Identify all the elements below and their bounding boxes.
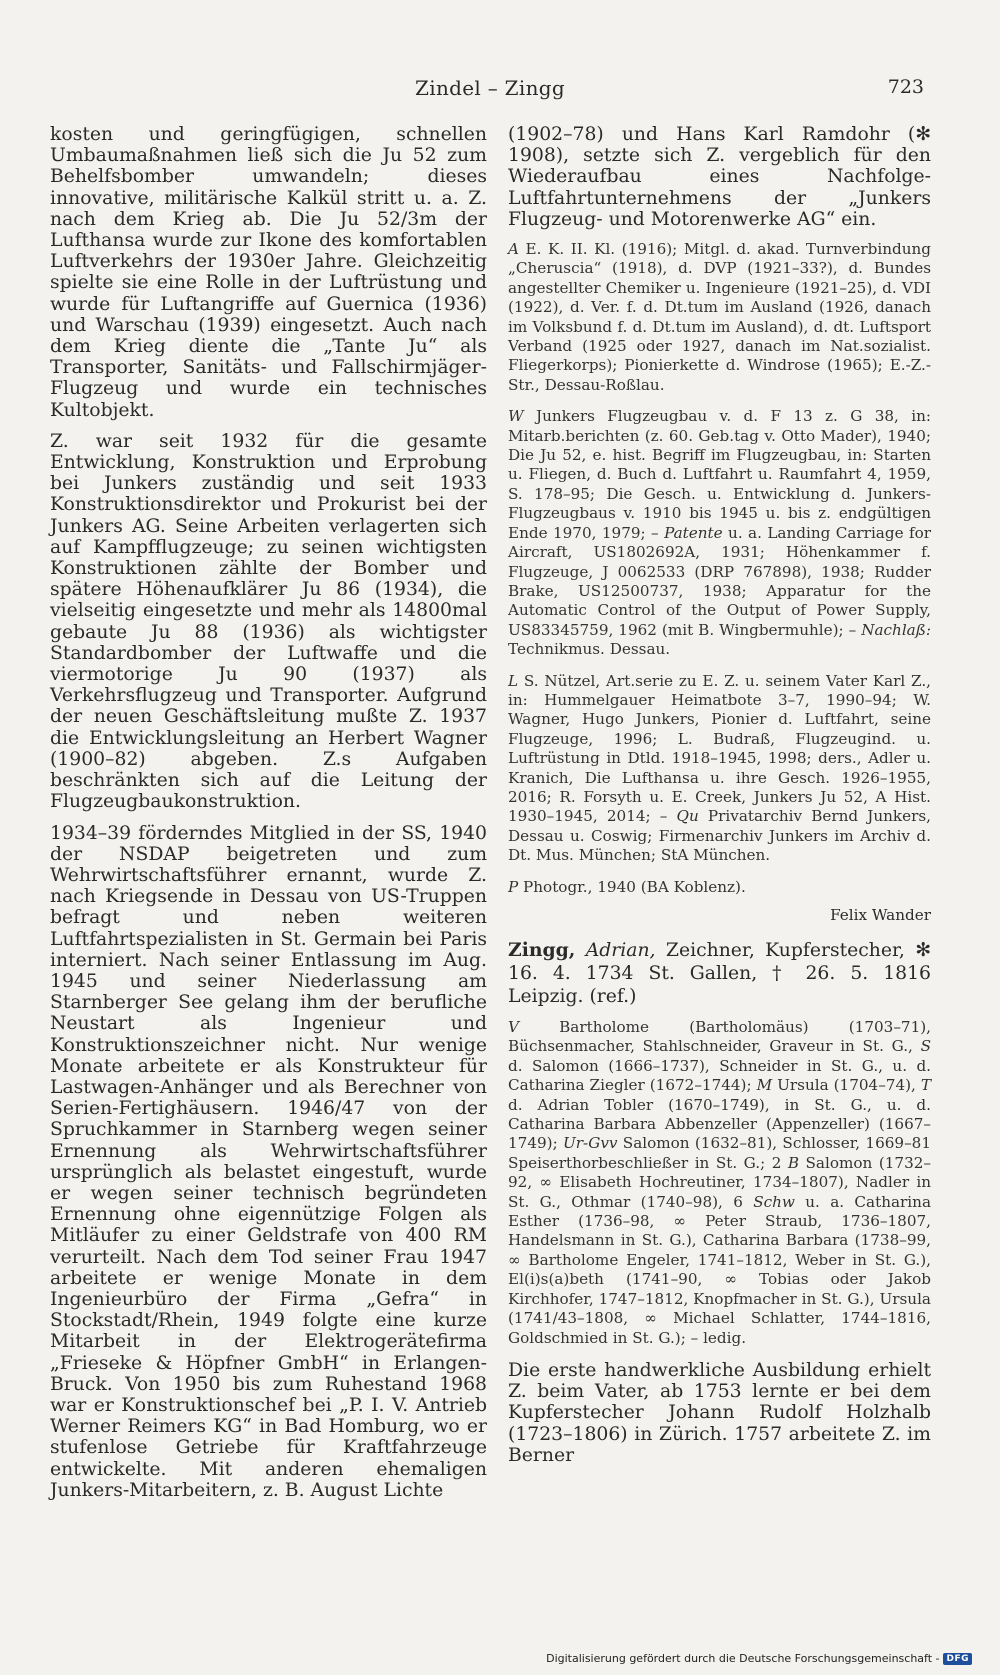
portrait-section: P Photogr., 1940 (BA Koblenz).	[508, 877, 746, 896]
right-column	[508, 124, 931, 1476]
paragraph: 1934–39 förderndes Mitglied in der SS, 1940 der NSDAP beigetreten und zum Wehrwirtschaftsführer ernannt, wurde Z. nach Kriegsende in Dessau von US-Truppen befragt und neben weiteren Luftfahrtspezialisten in St. Germain bei Paris interniert. Nach seiner Entlassung im Aug. 1945 und seiner Niederlassung am Starnberger See gelang ihm der berufliche Neustart als Ingenieur und Konstruktionszeichner nicht. Nur wenige Monate arbeitete er als Konstrukteur für Lastwagen-Anhänger und als Berechner von Serien-Fertighäusern. 1946/47 von der Spruchkammer in Starnberg wegen seiner Ernennung als Wehrwirtschaftsführer ursprünglich als belastet eingestuft, wurde er wegen seiner technisch begründeten Ernennung ohne eigennützige Folgen als Mitläufer zu einer Geldstrafe von 400 RM verurteilt. Nach dem Tod seiner Frau 1947 arbeitete er wenige Monate in dem Ingenieurbüro der Firma „Gefra“ in Stockstadt/Rhein, 1949 folgte eine kurze Mitarbeit in der Elektrogerätefirma „Frieseke & Höpfner GmbH“ in Erlangen-Bruck. Von 1950 bis zum Ruhestand 1968 war er Konstruktionschef bei „P. I. V. Antrieb Werner Reimers KG“ in Bad Homburg, wo er stufenlose Getriebe für Kraftfahrzeuge entwickelte. Mit anderen ehemaligen Junkers-Mitarbeitern, z. B. August Lichte	[50, 822, 487, 1501]
paragraph: (1902–78) und Hans Karl Ramdohr (✻ 1908), setzte sich Z. vergeblich für den Wiederaufbau eines Nachfolge-Luftfahrtunternehmens der „Junkers Flugzeug- und Motorenwerke AG“ ein.	[508, 124, 931, 230]
family-section: V Bartholome (Bartholomäus) (1703–71), Büchsenmacher, Stahlschneider, Graveur in St. G., S d. Salomon (1666–1737), Schneider in St. G., u. d. Catharina Ziegler (1672–1744); M Ursula (1704–74), T d. Adrian Tobler (1670–1749), in St. G., u. d. Catharina Barbara Abbenzeller (Appenzeller) (1667–1749); Ur-Gvv Salomon (1632–81), Schlosser, 1669–81 Speiserthorbeschließer in St. G.; 2 B Salomon (1732–92, ∞ Elisabeth Hochreutiner, 1734–1807), Nadler in St. G., Othmar (1740–98), 6 Schw u. a. Catharina Esther (1736–98, ∞ Peter Straub, 1736–1807, Handelsmann in St. G.), Catharina Barbara (1738–99, ∞ Bartholome Engeler, 1741–1812, Weber in St. G.), El(i)s(a)beth (1741–90, ∞ Tobias oder Jakob Kirchhofer, 1747–1812, Knopfmacher in St. G.), Ursula (1741/43–1808, ∞ Michael Schlatter, 1744–1816, Goldschmied in St. G.); – ledig.	[508, 1018, 932, 1347]
footer-text: Digitalisierung gefördert durch die Deutsche Forschungsgemeinschaft -	[546, 1652, 940, 1665]
running-head: Zindel – Zingg	[415, 76, 565, 100]
works-section: W Junkers Flugzeugbau v. d. F 13 z. G 38, in: Mitarb.berichten (z. 60. Geb.tag v. Otto Mader), 1940; Die Ju 52, e. hist. Begriff im Flugzeugbau, in: Starten u. Fliegen, d. Buch d. Luftfahrt u. Raumfahrt 4, 1959, S. 178–95; Die Gesch. u. Entwicklung d. Junkers-Flugzeugbaus v. 1910 bis 1945 u. bis z. endgültigen Ende 1970, 1979; – Patente u. a. Landing Carriage for Aircraft, US1802692A, 1931; Höhenkammer f. Flugzeuge, J 0062533 (DRP 767898), 1938; Rudder Brake, US12500737, 1938; Apparatur for the Automatic Control of the Output of Power Supply, US83345759, 1962 (mit B. Wingbermuhle); – Nachlaß: Technikmus. Dessau.	[508, 407, 932, 659]
section-key: P	[508, 877, 519, 896]
paragraph: Die erste handwerkliche Ausbildung erhielt Z. beim Vater, ab 1753 lernte er bei dem Kupferstecher Johann Rudolf Holzhalb (1723–1806) in Zürich. 1757 arbeitete Z. im Berner	[508, 1359, 931, 1466]
author-signature: Felix Wander	[830, 906, 931, 925]
left-column	[50, 124, 487, 1511]
page-header	[50, 76, 930, 108]
page-number: 723	[887, 76, 924, 98]
section-key: L	[508, 671, 519, 690]
page-footer	[546, 1652, 972, 1665]
section-key: A	[508, 240, 519, 259]
awards-section: A E. K. II. Kl. (1916); Mitgl. d. akad. Turnverbindung „Cheruscia“ (1918), d. DVP (1921–33?), d. Bundes angestellter Chemiker u. Ingenieure (1921–25), d. VDI (1922), d. Ver. f. d. Dt.tum im Ausland (1926, danach im Volksbund f. d. Dt.tum im Ausland), d. dt. Luftsport Verband (1925 oder 1927, danach im Nat.sozialist. Fliegerkorps); Pionierkette d. Windrose (1965); E.-Z.-Str., Dessau-Roßlau.	[508, 240, 931, 394]
section-key: V	[508, 1018, 519, 1037]
entry-heading: Zingg, Adrian, Zeichner, Kupferstecher, ✻ 16. 4. 1734 St. Gallen, † 26. 5. 1816 Leipzig. (ref.)	[508, 939, 931, 1008]
entry-name: Zingg,	[508, 939, 576, 962]
paragraph: Z. war seit 1932 für die gesamte Entwicklung, Konstruktion und Erprobung bei Junkers zuständig und seit 1933 Konstruktionsdirektor und Prokurist bei der Junkers AG. Seine Arbeiten verlagerten sich auf Kampfflugzeuge; zu seinen wichtigsten Konstruktionen zählte der Bomber und spätere Höhenaufklärer Ju 86 (1934), die vielseitig eingesetzte und mehr als 14800mal gebaute Ju 88 (1936) als wichtigster Standardbomber der Luftwaffe und die viermotorige Ju 90 (1937) als Verkehrsflugzeug und Transporter. Aufgrund der neuen Geschäftsleitung mußte Z. 1937 die Entwicklungsleitung an Herbert Wagner (1900–82) abgeben. Z.s Aufgaben beschränkten sich auf die Leitung der Flugzeugbaukonstruktion.	[50, 430, 487, 813]
section-key: W	[508, 407, 524, 426]
dfg-logo: DFG	[943, 1653, 972, 1665]
literature-section: L S. Nützel, Art.serie zu E. Z. u. seinem Vater Karl Z., in: Hummelgauer Heimatbote 3–7, 1990–94; W. Wagner, Hugo Junkers, Pionier d. Luftfahrt, seine Flugzeuge, 1996; L. Budraß, Flugzeugind. u. Luftrüstung in Dtld. 1918–1945, 1998; ders., Adler u. Kranich, Die Lufthansa u. ihre Gesch. 1926–1955, 2016; R. Forsyth u. E. Creek, Junkers Ju 52, A Hist. 1930–1945, 2014; – Qu Privatarchiv Bernd Junkers, Dessau u. Coswig; Firmenarchiv Junkers im Archiv d. Dt. Mus. München; StA München.	[508, 671, 931, 865]
paragraph: kosten und geringfügigen, schnellen Umbaumaßnahmen ließ sich die Ju 52 zum Behelfsbomber umwandeln; dieses innovative, militärische Kalkül stritt u. a. Z. nach dem Krieg ab. Die Ju 52/3m der Lufthansa wurde zur Ikone des komfortablen Luftverkehrs der 1930er Jahre. Gleichzeitig spielte sie eine Rolle in der Luftrüstung und wurde für Luftangriffe auf Guernica (1936) und Warschau (1939) eingesetzt. Auch nach dem Krieg diente die „Tante Ju“ als Transporter, Sanitäts- und Fallschirmjäger-Flugzeug und wurde ein technisches Kultobjekt.	[50, 124, 487, 421]
